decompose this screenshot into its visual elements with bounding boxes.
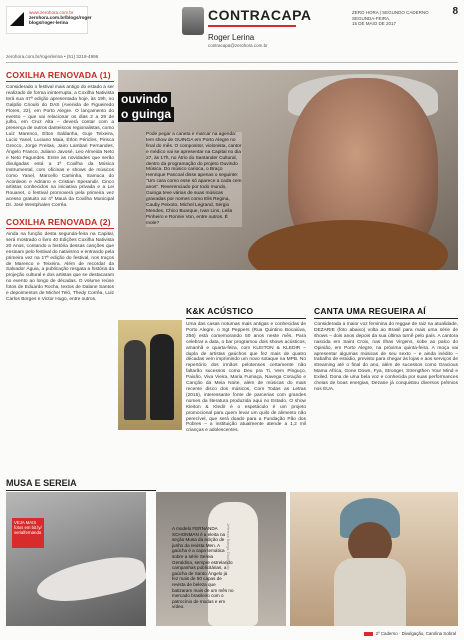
left-column [6, 70, 114, 303]
kleiton-kledir-photo [118, 320, 182, 430]
coxilha-2-body: Ainda na função desta segunda-feira na Capital, será mostrado o livro 40 Edições Coxilha Nativista 20 Anos, contando a história dessas canções que ensinam pelo festival do nativismo e entrando pela primeira vez na 17ª edição do festival, nos traços de Marenco e Teixeira. Além de recordar da Salvador Águia, a publicação resgata a história da projeção cultural e dos artistas que se destacaram no evento ao longo de décadas. O volume reúne fotos de Eduardo Rocha, textos de Dalane Santos e depoimentos de Michel Teló, Thedy Corrêa, Luiz Carlos Borges e Victor Hugo, entre outros. [6, 232, 114, 302]
coxilha-1-body: Considerado o festival mais antigo do estado a ser realizado de forma ininterrupta, a Coxilha Nativista terá sua 47ª edição apresentada hoje, às 19h, no Galpão Crioulo do DAS (Avenida de Figueiredo Flores, 22), em Porto Alegre. O lançamento do evento – que vai relacionar os dias 2 a 29 de julho, em Cruz Alta – deverá contar com a presença de outros danteiscos regionalistas, como Luiz Marenco, Elton Saldanha, Gujo Teixeira, Lucio Yanel, Luciano Maia, Érlon Péricles, Pirisca Grecco, Jorge Freitas, Jairo Lambari Fernandes, Ângelo Franco, Juliano Javosé, Leo Almeida Neto e Neto Fagundes. Entre as novidades que serão divulgadas está a 1ª Coxilha da Música Instrumental, com oficinas e shows de músicos como Yanel, Marcello Caminha, Samuca do Acordeon e Adriano e Cristian Sperandir. Cinco artistas conhecidos na iniciativa privada e a Lei Rouanet, o festival promoverá pela primeira vez acesso gratuito ao 4º Mauá da Coxilha Municipal Dr. José Westphalen Corrêa. [6, 85, 114, 209]
author-name: Roger Lerina [208, 33, 255, 42]
headline-line-2: o guinga [118, 107, 174, 122]
dezarie-title: CANTA UMA REGUEIRA AÍ [314, 306, 458, 319]
arrow-icon [10, 12, 24, 26]
dezarie-section [314, 306, 458, 393]
blog-line[interactable]: zerohora.com.br/rogerlerina • (51) 3218-4996 [6, 54, 99, 59]
kk-body: Uma das casas noturnas mais antigas e conhecidas de Porto Alegre, o Sgt Peppers (Rua Quintino Bocaiúva, 256) está comemorando 50 anos neste mês. Para celebrar a data, o bar programou dois shows acústicos, amanhã e quarta-feira, com KLEITON & KLEDIR – dupla de artistas gaúchos que fez mais de quatro décadas vem imprimindo um novo sotaque na MPB. No repertório dos irmãos pelotenses certamente não faltarão sucessos como Deu pra Ti, Vem Pinguço, Paixão, Viva Vieira, Maria Fumaça, Navega Coração e Canção da Meia Noite, além de músicas do mais recente disco dos músicos, Com Todas as Letras (2015), interessante fonte de parcerias com grandes nomes da literatura produzida aqui no Estado. O show Kleiton & Kledir é o espetáculo é um projeto promocional para quem levar um quilo de alimento não perecível, que será doado para a Fundação Pão dos Pobres – a instituição atualmente atende a 1,2 mil crianças e adolescentes. [186, 322, 306, 434]
page-footer: 2º Caderno · Divulgação, Carolina Sobral [364, 631, 456, 636]
feature-body: Pode pegar a caneta e marcar na agenda: tem show de GUINGA em Porto Alegre no final do mês. O compositor, violonista, cantor e médico vai se apresentar na Capital no dia 27, às 17h, no Átrio do Santander Cultural, dentro da programação do projeto Ouvindo Música. Do músico carioca, o Braço Henrique Pascoal disse apenas o seguinte: "Um cara como esse só aparece a cada cem anos". Reverenciado por todo mundo, Guinga teve várias de suas músicas gravadas por nomes como Elis Regina, Cauby Peixoto, Michel Legrand, Sérgio Mendes, Chico Buarque, Ivan Lins, Leila Pinheiro e Ronnie Von, entre outros. É mole? [146, 132, 242, 226]
coxilha-1-title: COXILHA RENOVADA (1) [6, 70, 114, 82]
web-promo-text: www.zerohora.com.br zerohora.com.br/blogs/roger blogs/roger-lerina [29, 10, 92, 26]
section-title: CONTRACAPA [208, 7, 312, 23]
page-header [6, 4, 458, 66]
musa-photo-1 [6, 492, 146, 626]
edition-info: ZERO HORA | SEGUNDO CADERNO SEGUNDA-FEIRA, 15 DE MAIO DE 2017 [352, 10, 429, 26]
page-number: 8 [452, 6, 458, 17]
photo-dress [334, 558, 406, 626]
musa-rule [6, 490, 156, 491]
musa-text: A modelo FERNANDA SCHONMAN é a eleita na seção Musa da edição de junho da revista Men. A gaúcha é a capa temática sobre a série Sereia Geraldina, sempre estrelando campanhas publicitárias, a gaúcha de Santo Ângelo já fez mais de 50 capas de revista de beleza que batizaram mais de um mês no mercado brasileiro com o patrocínio de modas e em vídeo. [172, 526, 234, 610]
photo-credit: Jefferson Botega, Divulgação [226, 523, 230, 570]
columnist-photo [182, 7, 204, 35]
section-rule [208, 25, 296, 27]
header-divider [6, 62, 458, 63]
dezarie-body: Considerada a maior voz feminina do reggae de raiz na atualidade, DEZARIE (foto abaixo) volta ao Brasil para mais uma série de shows – dois anos depois da sua última turnê pelo país. A cantora nascida em Saint Croix, nas Ilhas Virgens, sobe ao palco do Opinião, em Porto Alegre, na próxima quinta-feira. A moça vai apresentar algumas músicas de seu sexto – e ainda inédito – trabalho de estúdio, previsto para chegar às lojas e aos serviços de streaming até o final do ano, além de sucessos como Gracious Mama Africa, Gone Down, Fya, Stronger, Strengthen Your Mind e Exiled. Dona de uma bela voz e conhecida por suas performances cheias de boas energias, Dezarie já conquistou diversos prêmios nos EUA. [314, 322, 458, 392]
kk-section [186, 306, 306, 434]
musa-title: MUSA E SEREIA [6, 478, 77, 488]
kk-title: K&K ACÚSTICO [186, 306, 306, 319]
headline-line-1: ouvindo [118, 92, 171, 107]
author-email[interactable]: contracapa@zerohora.com.br [208, 43, 268, 48]
photo-figure [33, 551, 148, 609]
coxilha-2-title: COXILHA RENOVADA (2) [6, 217, 114, 229]
dezarie-photo [290, 492, 458, 626]
web-promo-box[interactable] [6, 6, 92, 34]
photo-person-1 [124, 340, 146, 420]
bottom-band [6, 478, 458, 626]
photo-person-2 [150, 334, 174, 420]
footer-bar [364, 632, 373, 636]
see-more-badge[interactable]: VEJA MAIS fotos em bit.ly/ serialfernanda [12, 518, 44, 548]
feature-headline [118, 92, 198, 128]
